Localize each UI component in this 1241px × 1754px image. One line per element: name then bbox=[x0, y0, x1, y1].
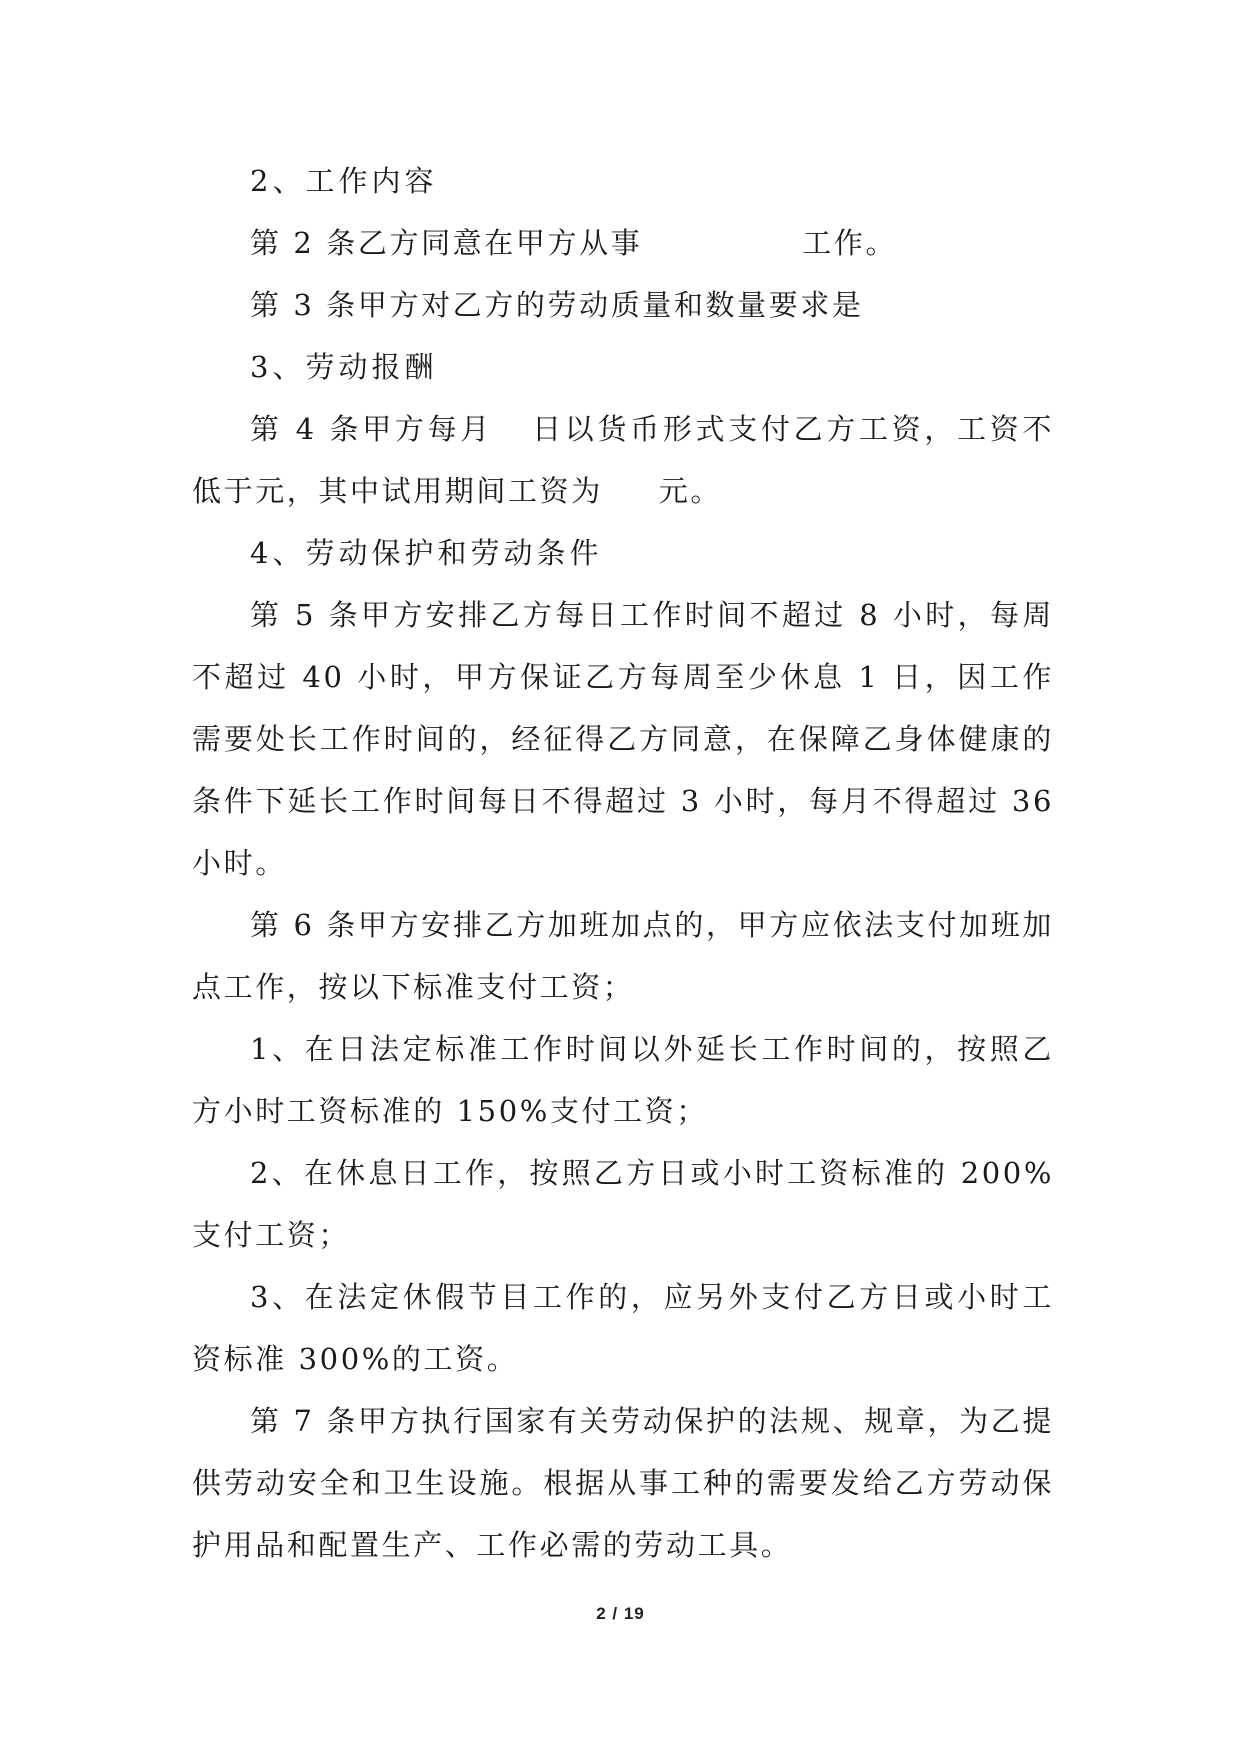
article-2 bbox=[192, 212, 1054, 274]
article-4-text-c: 元。 bbox=[658, 474, 723, 508]
overtime-item-3: 3、在法定休假节目工作的，应另外支付乙方日或小时工资标准 300%的工资。 bbox=[192, 1280, 1054, 1376]
article-7: 第 7 条甲方执行国家有关劳动保护的法规、规章，为乙提供劳动安全和卫生设施。根据从事工种的需要发给乙方劳动保护用品和配置生产、工作必需的劳动工具。 bbox=[192, 1404, 1054, 1562]
page-number: 2 / 19 bbox=[596, 1604, 645, 1623]
article-4-text-b: 日以货币形式支付乙方工资，工资不低于元，其中试用期间工资为 bbox=[192, 412, 1054, 508]
article-4-text-a: 第 4 条甲方每月 bbox=[250, 412, 493, 446]
article-2-text-end: 工作。 bbox=[802, 226, 898, 260]
article-3: 第 3 条甲方对乙方的劳动质量和数量要求是 bbox=[250, 288, 864, 322]
article-6: 第 6 条甲方安排乙方加班加点的，甲方应依法支付加班加点工作，按以下标准支付工资； bbox=[192, 908, 1054, 1004]
article-2-text: 第 2 条乙方同意在甲方从事 bbox=[250, 226, 643, 260]
document-body bbox=[192, 150, 1054, 1576]
section-heading-work-content: 2、工作内容 bbox=[250, 164, 438, 198]
section-heading-remuneration: 3、劳动报酬 bbox=[250, 350, 438, 384]
overtime-item-2: 2、在休息日工作，按照乙方日或小时工资标准的 200%支付工资； bbox=[192, 1156, 1054, 1252]
article-5: 第 5 条甲方安排乙方每日工作时间不超过 8 小时，每周不超过 40 小时，甲方保证乙方每周至少休息 1 日，因工作需要处长工作时间的，经征得乙方同意，在保障乙身体健康的条件下延长工作时间每日不得超过 3 小时，每月不得超过 36 小时。 bbox=[192, 598, 1054, 880]
article-4 bbox=[192, 398, 1054, 522]
section-heading-labor-protection: 4、劳动保护和劳动条件 bbox=[250, 536, 603, 570]
overtime-item-1: 1、在日法定标准工作时间以外延长工作时间的，按照乙方小时工资标准的 150%支付工资； bbox=[192, 1032, 1054, 1128]
